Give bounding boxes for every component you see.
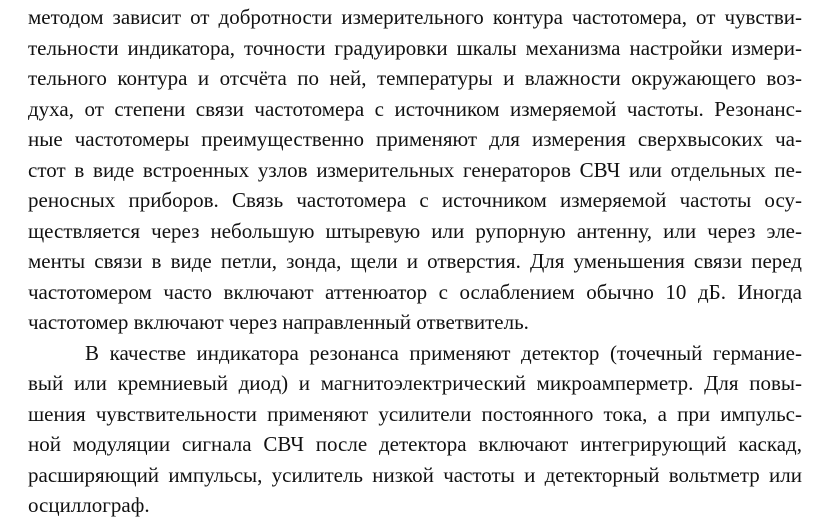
document-page <box>28 0 802 517</box>
text-line: реносных приборов. Связь частотомера с источником измеряемой частоты осу- <box>28 188 802 212</box>
text-line: шения чувствительности применяют усилители постоянного тока, а при импульс- <box>28 402 802 426</box>
text-line: ществляется через небольшую штыревую или рупорную антенну, или через эле- <box>28 219 802 243</box>
text-line: частотомер включают через направленный ответвитель. <box>28 310 529 334</box>
text-line: менты связи в виде петли, зонда, щели и отверстия. Для уменьшения связи перед <box>28 249 802 273</box>
text-line: расширяющий импульсы, усилитель низкой частоты и детекторный вольтметр или <box>28 463 802 487</box>
text-line: ной модуляции сигнала СВЧ после детектора включают интегрирующий каскад, <box>28 432 802 456</box>
text-line: частотомером часто включают аттенюатор с ослаблением обычно 10 дБ. Иногда <box>28 280 802 304</box>
text-line: духа, от степени связи частотомера с источником измеряемой частоты. Резонанс- <box>28 97 802 121</box>
text-line: осциллограф. <box>28 493 150 517</box>
text-line: ные частотомеры преимущественно применяют для измерения сверхвысоких ча- <box>28 127 802 151</box>
text-line: тельности индикатора, точности градуировки шкалы механизма настройки измери- <box>28 36 802 60</box>
text-line: тельного контура и отсчёта по ней, температуры и влажности окружающего воз- <box>28 66 802 90</box>
text-line: стот в виде встроенных узлов измерительных генераторов СВЧ или отдельных пе- <box>28 158 802 182</box>
text-line: вый или кремниевый диод) и магнитоэлектрический микроамперметр. Для повы- <box>28 371 802 395</box>
text-line: методом зависит от добротности измерительного контура частотомера, от чувстви- <box>28 5 802 29</box>
text-line: В качестве индикатора резонанса применяют детектор (точечный германие- <box>85 341 802 365</box>
